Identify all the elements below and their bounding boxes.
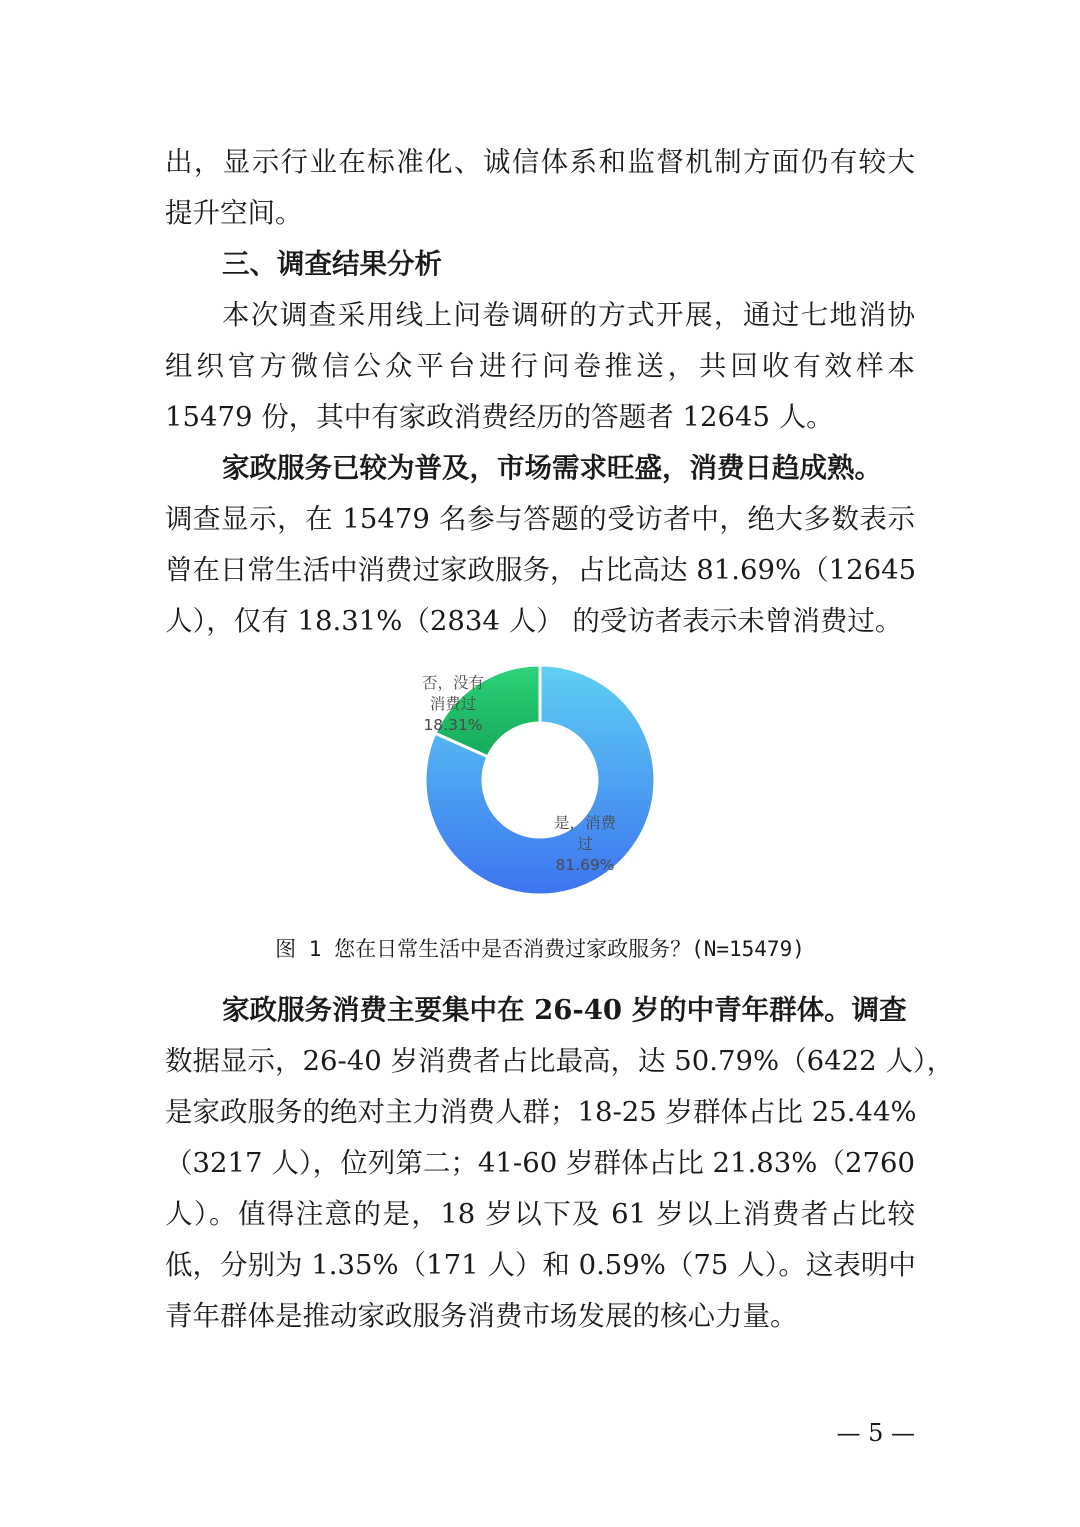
slice-label: 否，没有 <box>421 674 485 692</box>
body-text-line: 人）。值得注意的是，18 岁以下及 61 岁以上消费者占比较 <box>165 1198 915 1230</box>
body-text-line: 青年群体是推动家政服务消费市场发展的核心力量。 <box>165 1300 798 1332</box>
body-text-line: （3217 人），位列第二；41-60 岁群体占比 21.83%（2760 <box>165 1147 916 1179</box>
slice-label: 过 <box>577 835 593 853</box>
slice-label: 81.69% <box>555 856 615 874</box>
figure-caption: 图 1 您在日常生活中是否消费过家政服务？(N=15479) <box>275 937 805 961</box>
body-text-line: 人），仅有 18.31%（2834 人） 的受访者表示未曾消费过。 <box>165 605 903 637</box>
body-text-line: 组织官方微信公众平台进行问卷推送，共回收有效样本 <box>165 350 915 382</box>
paragraph-lead: 家政服务已较为普及，市场需求旺盛，消费日趋成熟。 <box>222 452 882 484</box>
page-number: — 5 — <box>836 1419 915 1447</box>
body-text-line: 调查显示，在 15479 名参与答题的受访者中，绝大多数表示 <box>165 503 915 535</box>
paragraph-lead: 家政服务消费主要集中在 26-40 岁的中青年群体。调查 <box>222 994 907 1026</box>
slice-label: 消费过 <box>429 695 477 713</box>
slice-label: 18.31% <box>423 716 483 734</box>
body-text-line: 提升空间。 <box>165 197 303 229</box>
body-text-line: 是家政服务的绝对主力消费人群；18-25 岁群体占比 25.44% <box>165 1096 917 1128</box>
body-text-line: 数据显示，26-40 岁消费者占比最高，达 50.79%（6422 人）， <box>165 1045 955 1077</box>
body-text-line: 出，显示行业在标准化、诚信体系和监督机制方面仍有较大 <box>165 146 915 178</box>
body-text-line: 本次调查采用线上问卷调研的方式开展，通过七地消协 <box>222 299 915 331</box>
body-text-line: 15479 份，其中有家政消费经历的答题者 12645 人。 <box>165 401 834 433</box>
body-text-line: 曾在日常生活中消费过家政服务，占比高达 81.69%（12645 <box>165 554 917 586</box>
donut-chart <box>380 652 700 912</box>
slice-label: 是，消费 <box>553 814 617 832</box>
body-text-line: 低，分别为 1.35%（171 人）和 0.59%（75 人）。这表明中 <box>165 1249 916 1281</box>
section-heading: 三、调查结果分析 <box>222 248 442 280</box>
